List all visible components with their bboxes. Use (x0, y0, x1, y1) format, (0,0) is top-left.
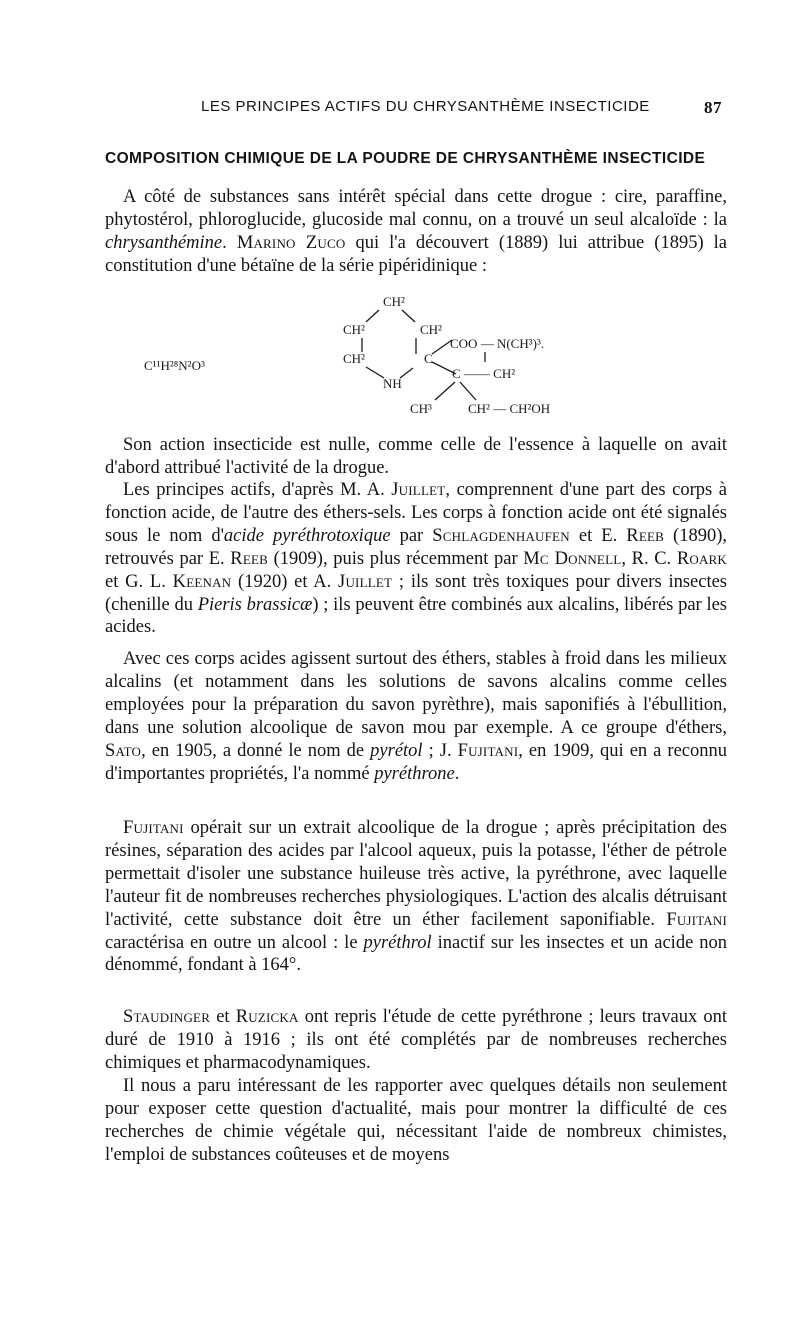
text-run: . (454, 763, 460, 784)
text-run: et (210, 1007, 236, 1027)
coo-group-label: COO — N(CH³)³. (450, 336, 545, 351)
text-run: Son action insecticide est nulle, comme celle de l'essence à laquelle on avait d'abord attribué l'activité de la drogue. (105, 435, 727, 478)
italic-term: pyréthrone (374, 763, 455, 784)
author-name: Schlagdenhaufen (432, 525, 570, 546)
italic-term: pyréthrol (363, 932, 432, 953)
text-run: A côté de substances sans intérêt spécial dans cette drogue : cire, paraffine, phytostérol, phloroglucide, glucoside mal connu, on a trouvé un seul alcaloïde : la (105, 187, 727, 230)
hydroxy-chain-label: CH² — CH²OH (468, 401, 551, 416)
paragraph-intro (105, 186, 727, 278)
text-run: ; ils sont très toxiques pour divers insectes (chenille du (105, 571, 728, 615)
text-run: , en 1909, qui en a reconnu d'importantes propriétés, l'a nommé (105, 740, 727, 784)
text-run: et G. L. (105, 571, 173, 592)
author-name: Fujitani (123, 818, 184, 838)
author-name: Marino Zuco (236, 232, 346, 253)
ring-top-label: CH² (383, 294, 405, 309)
author-name: Keenan (172, 571, 232, 592)
author-name: Ruzicka (235, 1007, 299, 1027)
author-name: Staudinger (123, 1007, 211, 1027)
italic-term: chrysanthémine (105, 232, 223, 253)
author-name: Roark (676, 548, 728, 569)
chemical-formula (100, 288, 620, 430)
author-name: Fujitani (457, 740, 519, 761)
paragraph-staudinger (105, 1006, 727, 1075)
running-head (105, 98, 722, 120)
text-run: , comprennent d'une part des corps à fonction acide, de l'autre des éthers-sels. Les corps à fonction acide ont été signalés sous le nom d' (105, 480, 727, 546)
author-name: Reeb (230, 548, 268, 569)
paragraph-fujitani (105, 817, 727, 977)
text-run: ; J. (422, 740, 458, 761)
text-run: Avec ces corps acides agissent surtout des éthers, stables à froid dans les milieux alcalins (et notamment dans les solutions de savons alcalins comme celles employées pour la préparation du savon pyrèthre), mais saponifiés à l'ébullition, dans une solution alcoolique de savon mou par exemple. A ce groupe d'éthers, (105, 649, 727, 738)
formula-diagram (100, 288, 620, 430)
text-run: par (390, 525, 433, 546)
text-run: . (222, 232, 237, 253)
page-number: 87 (704, 98, 722, 117)
paragraph-ethers (105, 648, 727, 785)
text-run: (1909), puis plus récemment par (268, 548, 524, 569)
methyl-label: CH³ (410, 401, 432, 416)
text-run: opérait sur un extrait alcoolique de la drogue ; après précipitation des résines, séparation des acides par l'alcool aqueux, puis la potasse, l'éther de pétrole permettait d'isoler une substance huileuse très active, la pyréthrone, avec laquelle l'auteur fit de nombreuses recherches physiologiques. L'action des alcalis détruisant l'activité, cette substance doit être un éther facilement saponifiable. (105, 818, 727, 930)
text-run: , en 1905, a donné le nom de (141, 740, 371, 761)
paragraph-action (105, 434, 727, 480)
text-run: ) ; ils peuvent être combinés aux alcalins, libérés par les acides. (105, 594, 728, 638)
text-run: (1920) et A. (231, 571, 339, 592)
text-run: inactif sur les insectes et un acide non dénommé, fondant à 164°. (105, 932, 727, 976)
text-run: caractérisa en outre un alcool : le (105, 932, 364, 953)
author-name: Mc Donnell (523, 548, 622, 569)
paragraph-conclusion (105, 1075, 727, 1167)
text-run: et E. (569, 525, 627, 546)
italic-term: pyrétol (370, 740, 423, 761)
ring-lower-left-label: CH² (343, 351, 365, 366)
ring-c-label: C (424, 351, 433, 366)
ring-upper-right-label: CH² (420, 322, 442, 337)
author-name: Juillet (391, 480, 446, 500)
author-name: Fujitani (666, 909, 727, 930)
ring-nh-label: NH (383, 376, 402, 391)
text-run: ont repris l'étude de cette pyréthrone ; leurs travaux ont duré de 1910 à 1916 ; ils ont été complétés par de nombreuses recherches chimiques et pharmacodynamiques. (105, 1007, 727, 1073)
c-chain-label: C —— CH² (452, 366, 516, 381)
text-run: (1890), retrouvés par E. (105, 525, 727, 569)
ring-upper-left-label: CH² (343, 322, 365, 337)
italic-term: acide pyréthrotoxique (223, 525, 391, 546)
molecular-formula: C¹¹H²⁸N²O³ (144, 358, 205, 373)
italic-term: Pieris brassicæ (197, 594, 313, 615)
author-name: Juillet (338, 571, 393, 592)
running-title: LES PRINCIPES ACTIFS DU CHRYSANTHÈME INSECTICIDE (201, 98, 650, 115)
text-run: qui l'a découvert (1889) lui attribue (1895) la constitution d'une bétaïne de la série pipéridinique : (105, 232, 728, 276)
paragraph-active-principles (105, 479, 727, 639)
author-name: Reeb (626, 525, 664, 546)
author-name: Sato (105, 740, 142, 761)
text-run: Il nous a paru intéressant de les rapporter avec quelques détails non seulement pour exposer cette question d'actualité, mais pour montrer la difficulté de ces recherches de chimie végétale qui, nécessitant l'aide de nombreux chimistes, l'emploi de substances coûteuses et de moyens (105, 1076, 727, 1165)
text-run: Les principes actifs, d'après M. A. (123, 480, 392, 500)
text-run: , R. C. (621, 548, 677, 569)
section-title: COMPOSITION CHIMIQUE DE LA POUDRE DE CHRYSANTHÈME INSECTICIDE (105, 150, 706, 167)
